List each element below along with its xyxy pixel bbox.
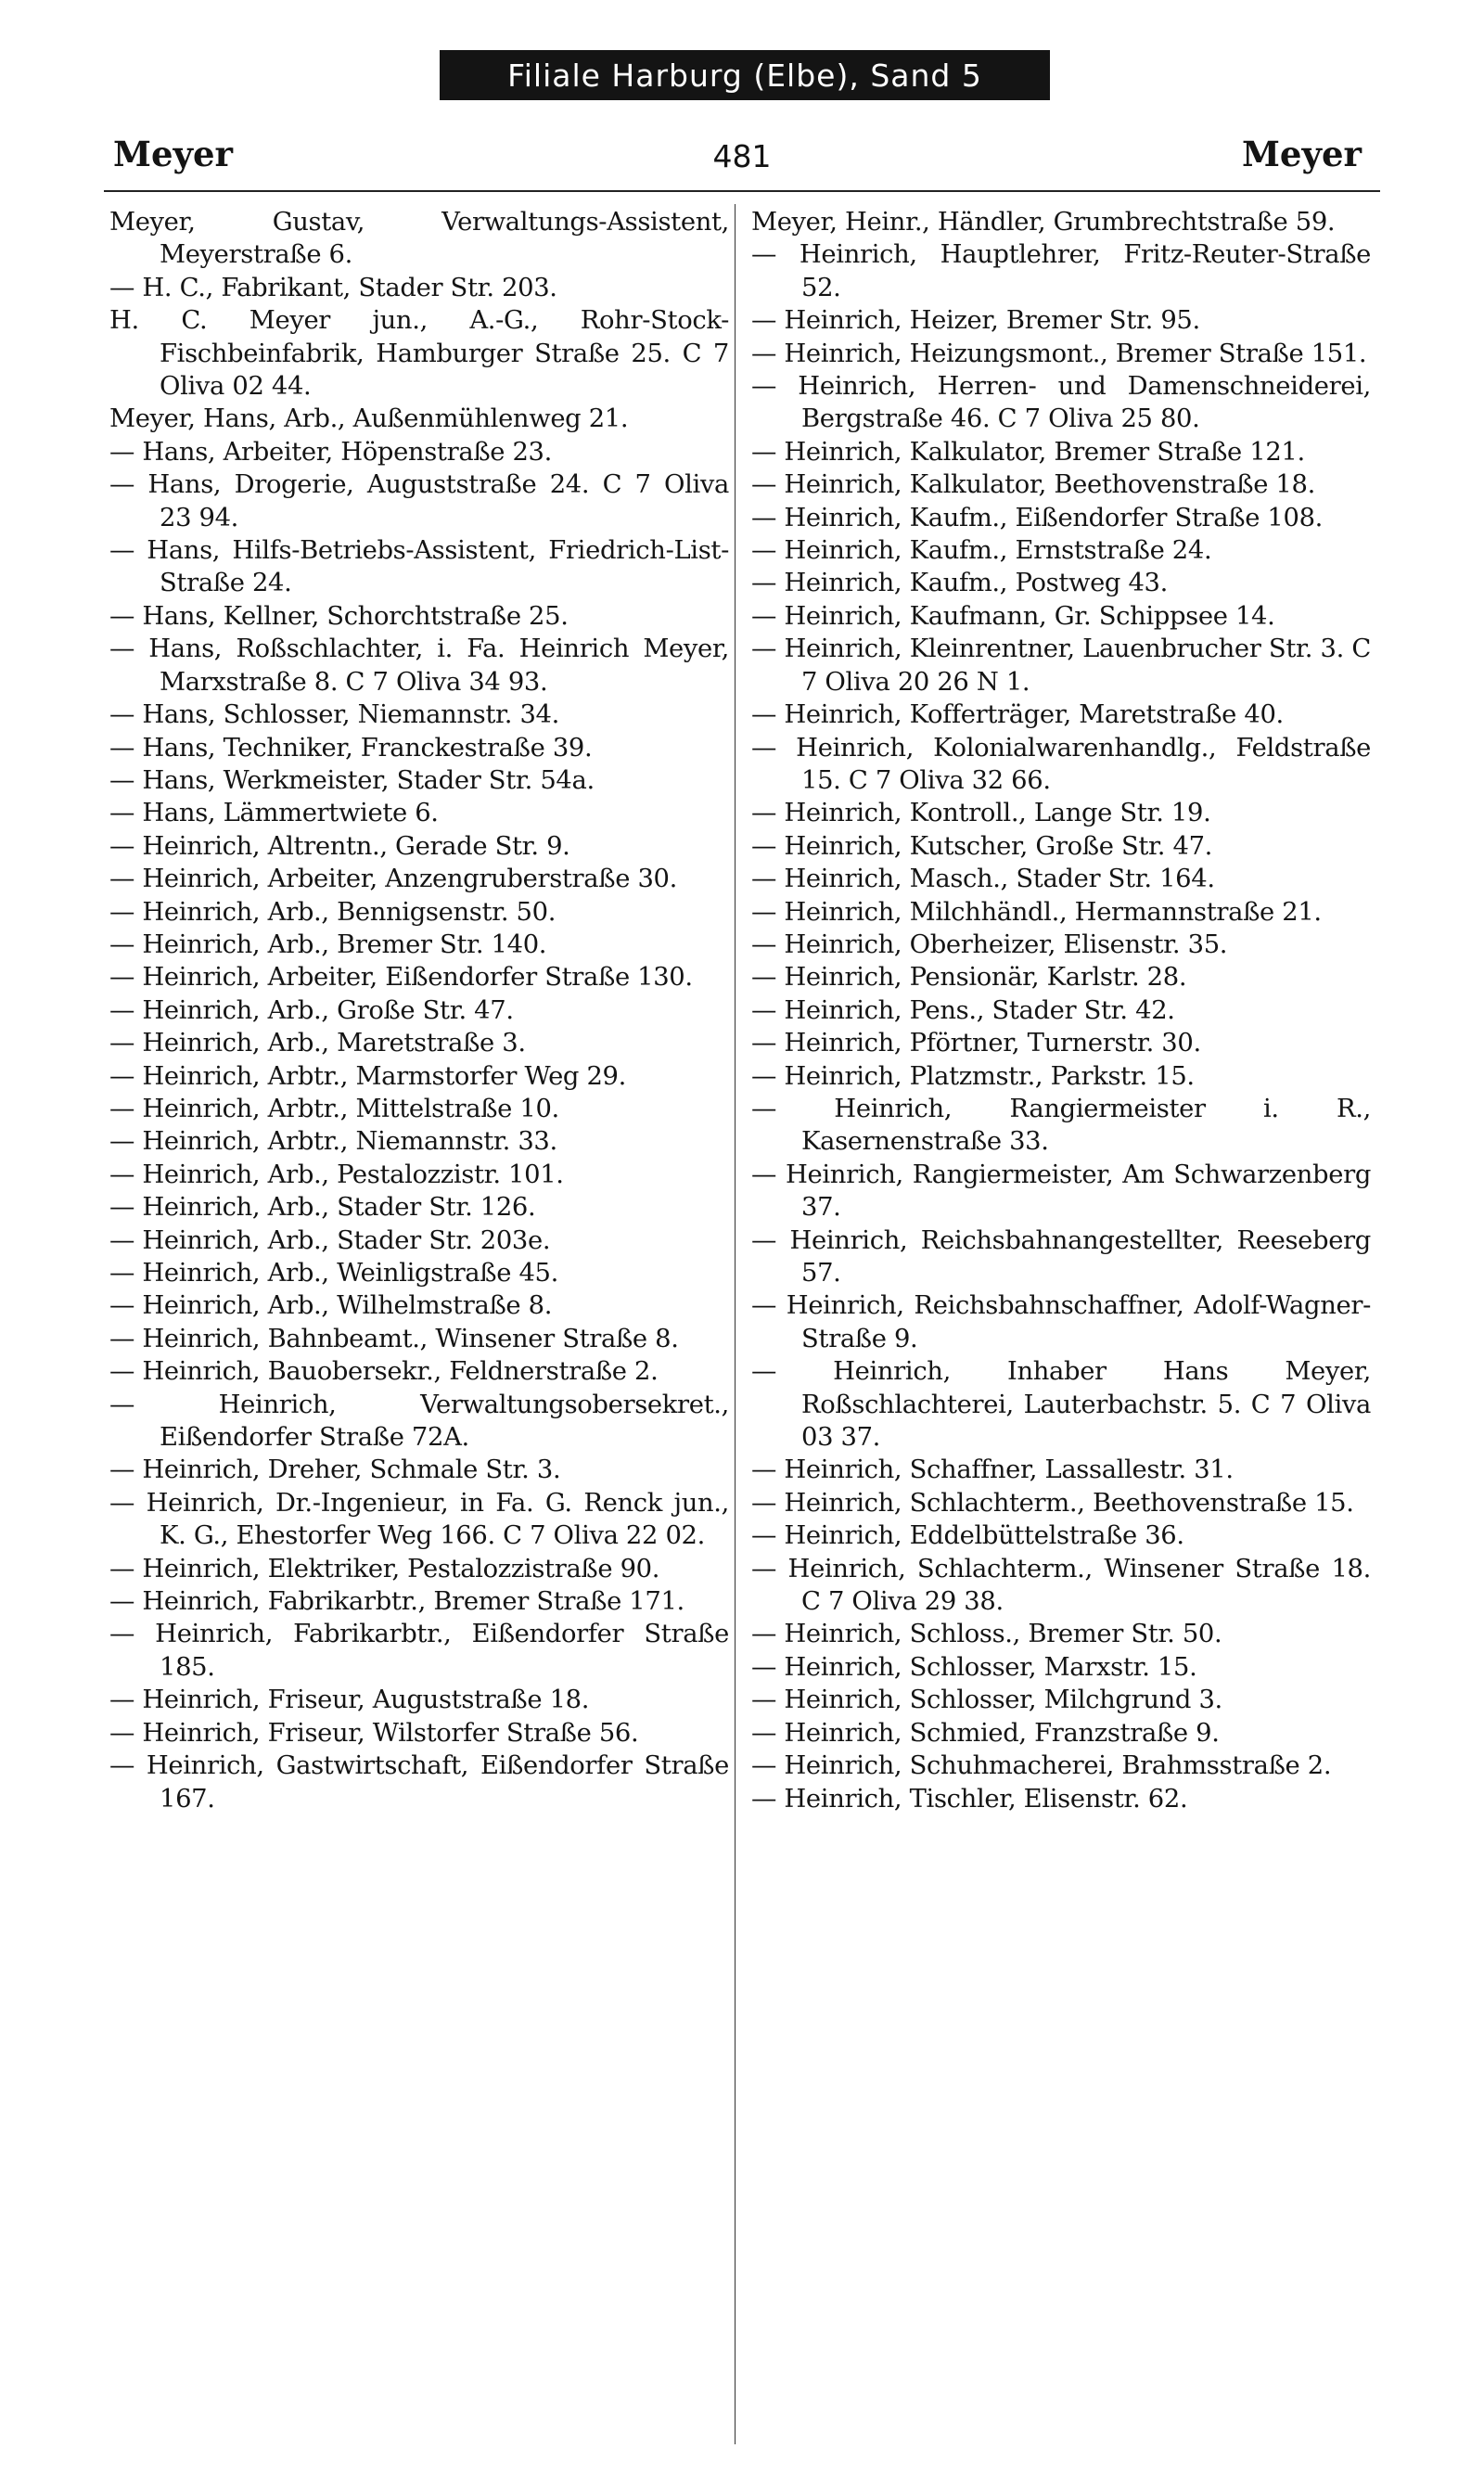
running-head-right: Meyer	[1241, 134, 1362, 174]
right-column	[751, 206, 1371, 2432]
branch-banner: Filiale Harburg (Elbe), Sand 5	[440, 50, 1050, 100]
directory-entry: — Heinrich, Schlachterm., Winsener Straße 18. C 7 Oliva 29 38.	[751, 1554, 1371, 1617]
directory-entry: — Heinrich, Schlosser, Marxstr. 15.	[751, 1652, 1197, 1682]
directory-entry: — Heinrich, Dreher, Schmale Str. 3.	[109, 1455, 561, 1485]
directory-entry: — Hans, Drogerie, Auguststraße 24. C 7 Oliva 23 94.	[109, 470, 729, 532]
directory-entry: — Heinrich, Kofferträger, Maretstraße 40.	[751, 700, 1284, 730]
directory-entry: — Heinrich, Milchhändl., Hermannstraße 21.	[751, 897, 1322, 927]
directory-entry: — Heinrich, Friseur, Wilstorfer Straße 56.	[109, 1718, 639, 1748]
directory-entry: — Heinrich, Arb., Weinligstraße 45.	[109, 1259, 558, 1288]
directory-entry: — Heinrich, Kaufm., Ernststraße 24.	[751, 536, 1212, 566]
directory-entry: — Hans, Roßschlachter, i. Fa. Heinrich Meyer, Marxstraße 8. C 7 Oliva 34 93.	[109, 635, 729, 697]
directory-entry: — Heinrich, Arb., Pestalozzistr. 101.	[109, 1160, 564, 1189]
directory-entry: — Heinrich, Kaufm., Eißendorfer Straße 108.	[751, 503, 1324, 532]
directory-entry: — Heinrich, Reichsbahnangestellter, Reeseberg 57.	[751, 1225, 1371, 1288]
directory-entry: — Heinrich, Fabrikarbtr., Bremer Straße 171.	[109, 1587, 684, 1617]
column-divider	[735, 204, 736, 2444]
directory-entry: — Heinrich, Arbtr., Marmstorfer Weg 29.	[109, 1061, 626, 1091]
directory-entry: — Heinrich, Arb., Große Str. 47.	[109, 995, 514, 1025]
directory-entry: — Heinrich, Arb., Maretstraße 3.	[109, 1029, 526, 1058]
directory-entry: — Heinrich, Kaufm., Postweg 43.	[751, 569, 1168, 598]
directory-entry: — Heinrich, Rangiermeister, Am Schwarzenberg 37.	[751, 1160, 1371, 1223]
directory-entry: — Heinrich, Reichsbahnschaffner, Adolf-Wagner-Straße 9.	[751, 1291, 1371, 1353]
directory-entry: — Heinrich, Pförtner, Turnerstr. 30.	[751, 1029, 1201, 1058]
directory-entry: — Heinrich, Heizer, Bremer Str. 95.	[751, 306, 1200, 336]
directory-entry: — Heinrich, Arbtr., Mittelstraße 10.	[109, 1094, 559, 1123]
directory-entry: — Hans, Arbeiter, Höpenstraße 23.	[109, 437, 552, 467]
directory-entry: — Heinrich, Schmied, Franzstraße 9.	[751, 1718, 1220, 1748]
directory-entry: — Heinrich, Kleinrentner, Lauenbrucher Str. 3. C 7 Oliva 20 26 N 1.	[751, 635, 1371, 697]
directory-entry: — Heinrich, Hauptlehrer, Fritz-Reuter-Straße 52.	[751, 240, 1371, 302]
directory-entry: — Heinrich, Kaufmann, Gr. Schippsee 14.	[751, 601, 1275, 631]
directory-entry: — Hans, Techniker, Franckestraße 39.	[109, 733, 593, 763]
directory-entry: — Heinrich, Elektriker, Pestalozzistraße 90.	[109, 1554, 660, 1583]
directory-entry: — Heinrich, Schlachterm., Beethovenstraße 15.	[751, 1488, 1354, 1518]
directory-entry: — Heinrich, Kutscher, Große Str. 47.	[751, 831, 1213, 861]
directory-entry: — Heinrich, Verwaltungsobersekret., Eißendorfer Straße 72A.	[109, 1390, 729, 1453]
directory-entry: — Heinrich, Friseur, Auguststraße 18.	[109, 1686, 590, 1715]
running-head-left: Meyer	[113, 134, 234, 174]
directory-entry: — Heinrich, Bahnbeamt., Winsener Straße 8.	[109, 1324, 679, 1353]
directory-entry: — Heinrich, Kalkulator, Bremer Straße 121.	[751, 437, 1305, 467]
left-column	[109, 206, 729, 2432]
directory-entry: — Heinrich, Gastwirtschaft, Eißendorfer Straße 167.	[109, 1751, 729, 1814]
directory-entry: — Hans, Lämmertwiete 6.	[109, 799, 439, 828]
directory-entry: — Heinrich, Pens., Stader Str. 42.	[751, 995, 1175, 1025]
directory-entry: — Heinrich, Arbeiter, Eißendorfer Straße 130.	[109, 963, 693, 993]
directory-entry: — Heinrich, Arb., Bennigsenstr. 50.	[109, 897, 556, 927]
page-number: 481	[712, 138, 772, 174]
directory-entry: — Heinrich, Schlosser, Milchgrund 3.	[751, 1686, 1222, 1715]
directory-entry: — Heinrich, Arb., Bremer Str. 140.	[109, 929, 547, 959]
directory-entry: — Heinrich, Arb., Wilhelmstraße 8.	[109, 1291, 553, 1321]
directory-entry: — Heinrich, Arb., Stader Str. 203e.	[109, 1225, 551, 1255]
directory-entry: — Hans, Werkmeister, Stader Str. 54a.	[109, 765, 595, 795]
directory-entry: — Heinrich, Schuhmacherei, Brahmsstraße 2.	[751, 1751, 1332, 1781]
directory-entry: — Heinrich, Kontroll., Lange Str. 19.	[751, 799, 1211, 828]
directory-entry: H. C. Meyer jun., A.-G., Rohr-Stock-Fischbeinfabrik, Hamburger Straße 25. C 7 Oliva 02 44.	[109, 306, 729, 402]
directory-entry: — Hans, Hilfs-Betriebs-Assistent, Friedrich-List-Straße 24.	[109, 536, 729, 598]
directory-entry: — Heinrich, Bauobersekr., Feldnerstraße 2.	[109, 1357, 659, 1387]
directory-entry: — Heinrich, Altrentn., Gerade Str. 9.	[109, 831, 570, 861]
directory-entry: — Heinrich, Arbeiter, Anzengruberstraße 30.	[109, 865, 677, 894]
directory-entry: — Heinrich, Kolonialwarenhandlg., Feldstraße 15. C 7 Oliva 32 66.	[751, 733, 1371, 795]
directory-entry: — Hans, Schlosser, Niemannstr. 34.	[109, 700, 559, 730]
directory-entry: — H. C., Fabrikant, Stader Str. 203.	[109, 273, 557, 302]
directory-entry: — Heinrich, Kalkulator, Beethovenstraße 18.	[751, 470, 1315, 500]
directory-entry: Meyer, Gustav, Verwaltungs-Assistent, Meyerstraße 6.	[109, 208, 729, 270]
directory-entry: — Heinrich, Platzmstr., Parkstr. 15.	[751, 1061, 1195, 1091]
directory-entry: — Heinrich, Arb., Stader Str. 126.	[109, 1193, 536, 1223]
directory-entry: — Heinrich, Schloss., Bremer Str. 50.	[751, 1620, 1222, 1649]
directory-entry: — Heinrich, Tischler, Elisenstr. 62.	[751, 1784, 1188, 1814]
directory-entry: — Heinrich, Masch., Stader Str. 164.	[751, 865, 1215, 894]
directory-entry: — Heinrich, Oberheizer, Elisenstr. 35.	[751, 929, 1228, 959]
directory-entry: — Heinrich, Arbtr., Niemannstr. 33.	[109, 1127, 557, 1157]
directory-entry: — Heinrich, Eddelbüttelstraße 36.	[751, 1521, 1184, 1551]
directory-entry: — Heinrich, Heizungsmont., Bremer Straße 151.	[751, 339, 1367, 368]
directory-entry: — Heinrich, Fabrikarbtr., Eißendorfer Straße 185.	[109, 1620, 729, 1682]
directory-entry: — Heinrich, Pensionär, Karlstr. 28.	[751, 963, 1187, 993]
directory-entry: — Heinrich, Herren- und Damenschneiderei, Bergstraße 46. C 7 Oliva 25 80.	[751, 372, 1371, 434]
directory-entry: — Heinrich, Schaffner, Lassallestr. 31.	[751, 1455, 1234, 1485]
header-rule	[104, 190, 1380, 192]
directory-entry: — Heinrich, Inhaber Hans Meyer, Roßschlachterei, Lauterbachstr. 5. C 7 Oliva 03 37.	[751, 1357, 1371, 1453]
directory-entry: Meyer, Hans, Arb., Außenmühlenweg 21.	[109, 404, 629, 434]
directory-entry: — Hans, Kellner, Schorchtstraße 25.	[109, 601, 569, 631]
directory-entry: — Heinrich, Dr.-Ingenieur, in Fa. G. Renck jun., K. G., Ehestorfer Weg 166. C 7 Oliva 22 02.	[109, 1488, 729, 1551]
directory-entry: Meyer, Heinr., Händler, Grumbrechtstraße 59.	[751, 208, 1336, 237]
directory-entry: — Heinrich, Rangiermeister i. R., Kasernenstraße 33.	[751, 1094, 1371, 1157]
